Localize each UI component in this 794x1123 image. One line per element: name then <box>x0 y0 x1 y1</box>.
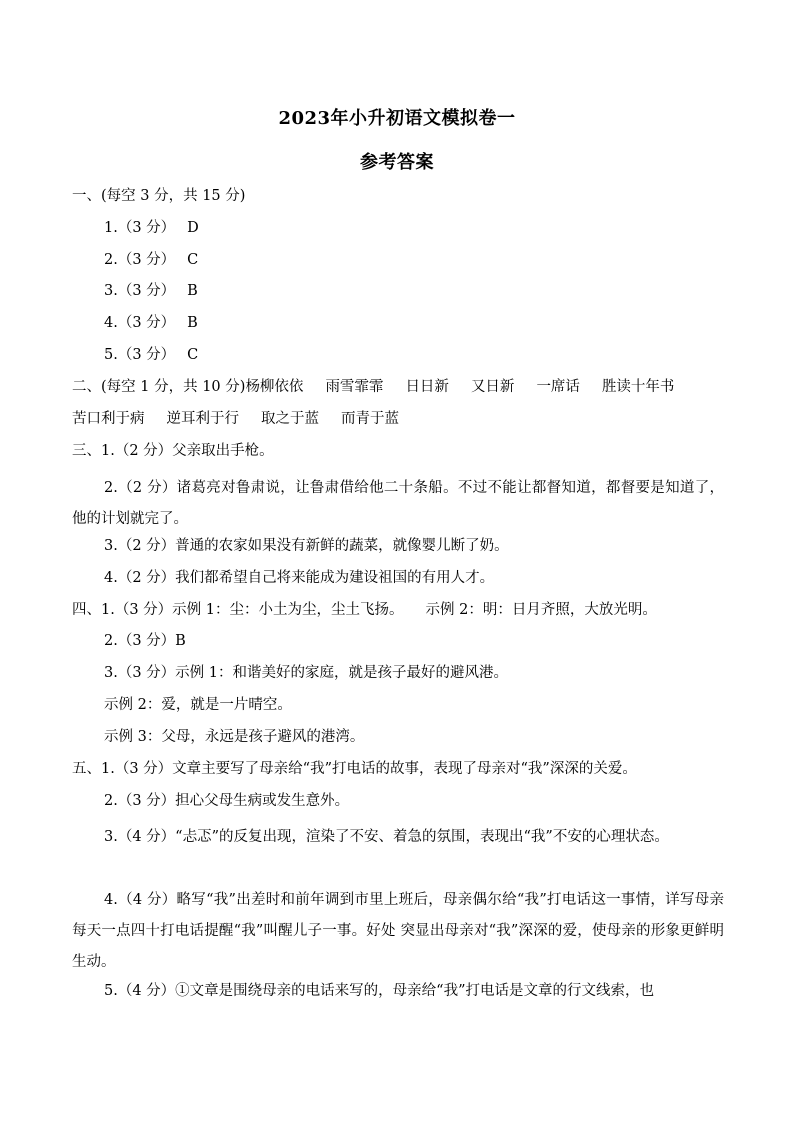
page-subtitle: 参考答案 <box>360 152 434 173</box>
section4-item-3: 3.（3 分）示例 1：和谐美好的家庭，就是孩子最好的避风港。 <box>104 665 509 681</box>
section1-item-1: 1.（3 分） D <box>104 220 199 236</box>
section4-item-3-example-3: 示例 3：父母，永远是孩子避风的港湾。 <box>104 729 365 745</box>
page-title: 2023年小升初语文模拟卷一 <box>278 108 516 129</box>
section5-item-5: 5.（4 分）①文章是围绕母亲的电话来写的，母亲给“我”打电话是文章的行文线索，也 <box>104 983 654 999</box>
section3-item-3: 3.（2 分）普通的农家如果没有新鲜的蔬菜，就像婴儿断了奶。 <box>104 538 509 554</box>
section1-item-2: 2.（3 分） C <box>104 252 199 268</box>
section3-item-1: 三、1.（2 分）父亲取出手枪。 <box>72 443 274 459</box>
section3-item-4: 4.（2 分）我们都希望自己将来能成为建设祖国的有用人才。 <box>104 570 495 586</box>
section5-item-4: 4.（4 分）略写“我”出差时和前年调到市里上班后，母亲偶尔给“我”打电话这一事情，详写母亲每天一点四十打电话提醒“我”叫醒儿子一事。好处 突显出母亲对“我”深深的爱，使母亲的形象更鲜明生动。 <box>72 892 724 970</box>
section5-item-1: 五、1.（3 分）文章主要写了母亲给“我”打电话的故事，表现了母亲对“我”深深的关爱。 <box>72 761 637 777</box>
section1-item-4: 4.（3 分） B <box>104 315 198 331</box>
section1-item-5: 5.（3 分） C <box>104 347 199 363</box>
section5-item-3: 3.（4 分）“忐忑”的反复出现，渲染了不安、着急的氛围，表现出“我”不安的心理状态。 <box>104 829 669 845</box>
section4-item-2: 2.（3 分）B <box>104 633 186 649</box>
section2-line-2: 苦口利于病 逆耳利于行 取之于蓝 而青于蓝 <box>72 411 399 427</box>
section1-heading: 一、(每空 3 分，共 15 分) <box>72 188 246 204</box>
section1-item-3: 3.（3 分） B <box>104 283 198 299</box>
section4-item-1: 四、1.（3 分）示例 1：尘：小土为尘，尘土飞扬。 示例 2：明：日月齐照，大放光明。 <box>72 602 657 618</box>
section2-line-1: 二、(每空 1 分，共 10 分)杨柳依依 雨雪霏霏 日日新 又日新 一席话 胜读十年书 <box>72 379 675 395</box>
section4-item-3-example-2: 示例 2：爱，就是一片晴空。 <box>104 697 292 713</box>
section3-item-2: 2.（2 分）诸葛亮对鲁肃说，让鲁肃借给他二十条船。不过不能让都督知道，都督要是知道了，他的计划就完了。 <box>72 480 724 527</box>
section5-item-2: 2.（3 分）担心父母生病或发生意外。 <box>104 793 350 809</box>
